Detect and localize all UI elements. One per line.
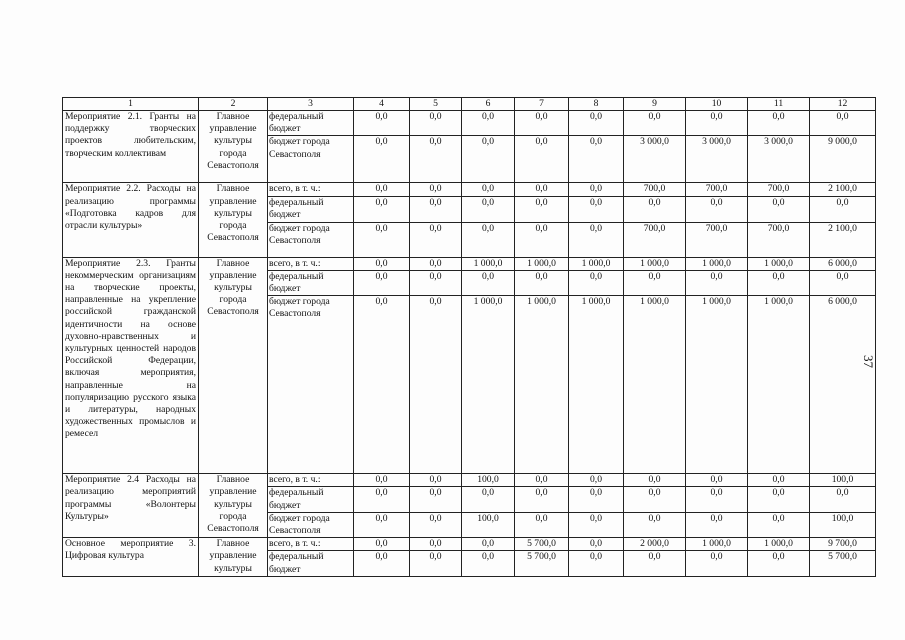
- amount-cell: 0,0: [410, 538, 462, 551]
- amount-cell: 0,0: [515, 487, 569, 512]
- page-number: 37: [861, 355, 876, 368]
- amount-cell: 0,0: [410, 487, 462, 512]
- funding-source: федеральный бюджет: [268, 487, 354, 512]
- activity-label: Основное мероприятие 3. Цифровая культура: [63, 538, 199, 577]
- amount-cell: 0,0: [569, 183, 624, 196]
- amount-cell: 0,0: [686, 551, 748, 576]
- amount-cell: 0,0: [410, 512, 462, 537]
- amount-cell: 0,0: [569, 111, 624, 136]
- amount-cell: 100,0: [810, 474, 876, 487]
- amount-cell: 0,0: [462, 111, 515, 136]
- amount-cell: 700,0: [624, 183, 686, 196]
- amount-cell: 0,0: [569, 196, 624, 222]
- table-row: [63, 538, 876, 551]
- amount-cell: 0,0: [462, 270, 515, 295]
- amount-cell: 0,0: [462, 487, 515, 512]
- amount-cell: 0,0: [410, 136, 462, 183]
- header-cell: 11: [748, 98, 810, 111]
- amount-cell: 0,0: [410, 296, 462, 474]
- amount-cell: 0,0: [515, 111, 569, 136]
- amount-cell: 0,0: [410, 270, 462, 295]
- amount-cell: 0,0: [624, 551, 686, 576]
- amount-cell: 0,0: [515, 183, 569, 196]
- amount-cell: 0,0: [354, 196, 410, 222]
- amount-cell: 6 000,0: [810, 257, 876, 270]
- header-cell: 12: [810, 98, 876, 111]
- amount-cell: 0,0: [515, 222, 569, 257]
- table-row: [63, 257, 876, 270]
- amount-cell: 0,0: [410, 183, 462, 196]
- amount-cell: 0,0: [748, 551, 810, 576]
- amount-cell: 700,0: [686, 183, 748, 196]
- budget-table: [62, 97, 876, 577]
- amount-cell: 0,0: [748, 487, 810, 512]
- amount-cell: 0,0: [569, 222, 624, 257]
- amount-cell: 0,0: [354, 222, 410, 257]
- amount-cell: 2 100,0: [810, 222, 876, 257]
- amount-cell: 5 700,0: [515, 551, 569, 576]
- amount-cell: 1 000,0: [748, 296, 810, 474]
- amount-cell: 1 000,0: [686, 296, 748, 474]
- amount-cell: 0,0: [354, 257, 410, 270]
- amount-cell: 0,0: [354, 487, 410, 512]
- amount-cell: 0,0: [515, 474, 569, 487]
- responsible-executor: Главное управление культуры города Севастополя: [199, 111, 268, 183]
- funding-source: федеральный бюджет: [268, 551, 354, 576]
- amount-cell: 700,0: [748, 183, 810, 196]
- amount-cell: 0,0: [354, 296, 410, 474]
- amount-cell: 0,0: [686, 474, 748, 487]
- funding-source: бюджет города Севастополя: [268, 136, 354, 183]
- header-cell: 4: [354, 98, 410, 111]
- amount-cell: 0,0: [624, 487, 686, 512]
- header-cell: 3: [268, 98, 354, 111]
- responsible-executor: Главное управление культуры города Севастополя: [199, 474, 268, 538]
- amount-cell: 9 700,0: [810, 538, 876, 551]
- amount-cell: 3 000,0: [624, 136, 686, 183]
- activity-label: Мероприятие 2.2. Расходы на реализацию программы «Подготовка кадров для отрасли культуры»: [63, 183, 199, 257]
- amount-cell: 0,0: [810, 196, 876, 222]
- amount-cell: 700,0: [686, 222, 748, 257]
- activity-label: Мероприятие 2.3. Гранты некоммерческим организациям на творческие проекты, направленные на укрепление российской гражданской идентичности на основе духовно-нравственных и культурных ценностей народов Российской Федерации, включая мероприятия, направленные на популяризацию русского языка и литературы, народных художественных промыслов и ремесел: [63, 257, 199, 474]
- amount-cell: 2 000,0: [624, 538, 686, 551]
- amount-cell: 0,0: [748, 270, 810, 295]
- amount-cell: 0,0: [569, 538, 624, 551]
- amount-cell: 2 100,0: [810, 183, 876, 196]
- amount-cell: 0,0: [624, 196, 686, 222]
- funding-source: бюджет города Севастополя: [268, 512, 354, 537]
- amount-cell: 0,0: [410, 111, 462, 136]
- amount-cell: 0,0: [624, 270, 686, 295]
- amount-cell: 0,0: [515, 270, 569, 295]
- amount-cell: 0,0: [354, 538, 410, 551]
- amount-cell: 0,0: [569, 270, 624, 295]
- header-cell: 10: [686, 98, 748, 111]
- amount-cell: 700,0: [748, 222, 810, 257]
- amount-cell: 0,0: [810, 487, 876, 512]
- amount-cell: 0,0: [410, 196, 462, 222]
- activity-label: Мероприятие 2.4 Расходы на реализацию мероприятий программы «Волонтеры Культуры»: [63, 474, 199, 538]
- amount-cell: 0,0: [569, 487, 624, 512]
- amount-cell: 0,0: [810, 111, 876, 136]
- amount-cell: 0,0: [748, 196, 810, 222]
- amount-cell: 0,0: [410, 257, 462, 270]
- amount-cell: 1 000,0: [686, 538, 748, 551]
- amount-cell: 0,0: [462, 136, 515, 183]
- amount-cell: 1 000,0: [624, 257, 686, 270]
- amount-cell: 0,0: [515, 136, 569, 183]
- amount-cell: 0,0: [462, 183, 515, 196]
- funding-source: всего, в т. ч.:: [268, 474, 354, 487]
- header-cell: 7: [515, 98, 569, 111]
- amount-cell: 0,0: [810, 270, 876, 295]
- amount-cell: 0,0: [569, 512, 624, 537]
- header-cell: 1: [63, 98, 199, 111]
- amount-cell: 0,0: [624, 474, 686, 487]
- amount-cell: 1 000,0: [569, 257, 624, 270]
- amount-cell: 1 000,0: [748, 257, 810, 270]
- amount-cell: 3 000,0: [686, 136, 748, 183]
- funding-source: всего, в т. ч.:: [268, 538, 354, 551]
- amount-cell: 0,0: [354, 474, 410, 487]
- funding-source: всего, в т. ч.:: [268, 257, 354, 270]
- amount-cell: 0,0: [354, 512, 410, 537]
- amount-cell: 0,0: [686, 487, 748, 512]
- amount-cell: 0,0: [748, 512, 810, 537]
- amount-cell: 100,0: [810, 512, 876, 537]
- table-row: [63, 111, 876, 136]
- amount-cell: 700,0: [624, 222, 686, 257]
- amount-cell: 0,0: [624, 512, 686, 537]
- amount-cell: 3 000,0: [748, 136, 810, 183]
- amount-cell: 1 000,0: [515, 257, 569, 270]
- responsible-executor: Главное управление культуры города Севастополя: [199, 257, 268, 474]
- amount-cell: 6 000,0: [810, 296, 876, 474]
- responsible-executor: Главное управление культуры: [199, 538, 268, 577]
- amount-cell: 0,0: [748, 111, 810, 136]
- funding-source: бюджет города Севастополя: [268, 222, 354, 257]
- header-cell: 8: [569, 98, 624, 111]
- header-cell: 6: [462, 98, 515, 111]
- amount-cell: 0,0: [410, 474, 462, 487]
- funding-source: всего, в т. ч.:: [268, 183, 354, 196]
- amount-cell: 100,0: [462, 474, 515, 487]
- table-row: [63, 474, 876, 487]
- amount-cell: 0,0: [354, 183, 410, 196]
- header-cell: 9: [624, 98, 686, 111]
- amount-cell: 0,0: [569, 136, 624, 183]
- funding-source: федеральный бюджет: [268, 270, 354, 295]
- amount-cell: 9 000,0: [810, 136, 876, 183]
- amount-cell: 0,0: [354, 136, 410, 183]
- amount-cell: 0,0: [686, 111, 748, 136]
- amount-cell: 0,0: [462, 196, 515, 222]
- amount-cell: 0,0: [354, 551, 410, 576]
- amount-cell: 0,0: [624, 111, 686, 136]
- amount-cell: 0,0: [462, 551, 515, 576]
- amount-cell: 0,0: [748, 474, 810, 487]
- amount-cell: 1 000,0: [624, 296, 686, 474]
- amount-cell: 0,0: [354, 270, 410, 295]
- funding-source: бюджет города Севастополя: [268, 296, 354, 474]
- activity-label: Мероприятие 2.1. Гранты на поддержку творческих проектов любительским, творческим коллективам: [63, 111, 199, 183]
- amount-cell: 0,0: [686, 196, 748, 222]
- amount-cell: 0,0: [569, 474, 624, 487]
- amount-cell: 0,0: [410, 551, 462, 576]
- amount-cell: 0,0: [354, 111, 410, 136]
- amount-cell: 1 000,0: [515, 296, 569, 474]
- amount-cell: 1 000,0: [462, 257, 515, 270]
- amount-cell: 5 700,0: [515, 538, 569, 551]
- amount-cell: 0,0: [462, 538, 515, 551]
- amount-cell: 5 700,0: [810, 551, 876, 576]
- amount-cell: 0,0: [515, 512, 569, 537]
- header-cell: 2: [199, 98, 268, 111]
- table-row: [63, 183, 876, 196]
- amount-cell: 0,0: [686, 270, 748, 295]
- amount-cell: 0,0: [462, 222, 515, 257]
- amount-cell: 1 000,0: [748, 538, 810, 551]
- amount-cell: 0,0: [686, 512, 748, 537]
- amount-cell: 0,0: [410, 222, 462, 257]
- header-row: [63, 98, 876, 111]
- funding-source: федеральный бюджет: [268, 196, 354, 222]
- amount-cell: 1 000,0: [569, 296, 624, 474]
- amount-cell: 0,0: [569, 551, 624, 576]
- header-cell: 5: [410, 98, 462, 111]
- amount-cell: 1 000,0: [686, 257, 748, 270]
- amount-cell: 100,0: [462, 512, 515, 537]
- amount-cell: 0,0: [515, 196, 569, 222]
- funding-source: федеральный бюджет: [268, 111, 354, 136]
- amount-cell: 1 000,0: [462, 296, 515, 474]
- responsible-executor: Главное управление культуры города Севастополя: [199, 183, 268, 257]
